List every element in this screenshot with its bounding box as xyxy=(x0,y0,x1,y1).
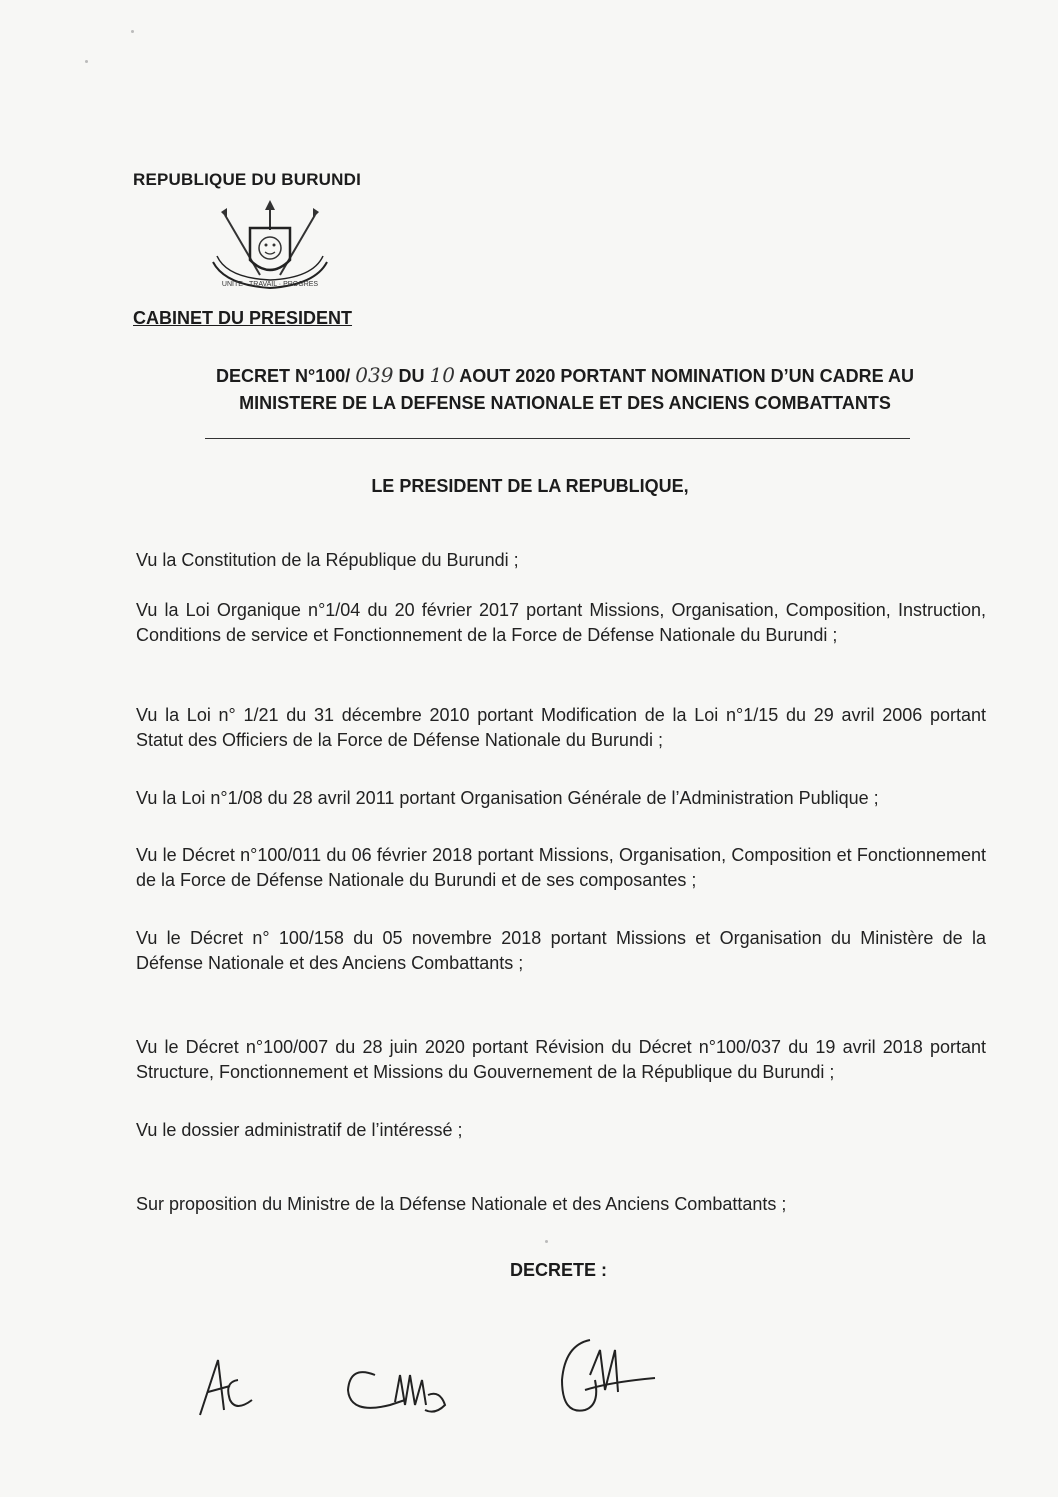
title-line1-rest: AOUT 2020 PORTANT NOMINATION D’UN CADRE AU xyxy=(459,366,914,386)
signature-3-icon xyxy=(562,1340,655,1411)
paragraph-dossier: Vu le dossier administratif de l’intéressé ; xyxy=(136,1120,463,1140)
republic-heading: REPUBLIQUE DU BURUNDI xyxy=(133,170,362,189)
decree-number: 039 xyxy=(355,363,394,387)
decree-title xyxy=(150,362,980,417)
scan-speck xyxy=(131,30,134,33)
paragraph-decret-100-158: Vu le Décret n° 100/158 du 05 novembre 2018 portant Missions et Organisation du Ministère de la Défense Nationale et des Anciens Combattants ; xyxy=(136,928,986,973)
scan-speck xyxy=(545,1240,548,1243)
paragraph-proposition: Sur proposition du Ministre de la Défense Nationale et des Anciens Combattants ; xyxy=(136,1194,787,1214)
signature-2-icon xyxy=(348,1372,445,1412)
initials-signatures xyxy=(190,1320,690,1430)
title-prefix: DECRET N°100/ xyxy=(216,366,351,386)
title-divider xyxy=(205,438,910,439)
paragraph-loi-1-08: Vu la Loi n°1/08 du 28 avril 2011 portant Organisation Générale de l’Administration Publique ; xyxy=(136,788,879,808)
signature-1-icon xyxy=(200,1360,252,1415)
cabinet-heading: CABINET DU PRESIDENT xyxy=(133,308,353,328)
paragraph-loi-1-21: Vu la Loi n° 1/21 du 31 décembre 2010 portant Modification de la Loi n°1/15 du 29 avril 2006 portant Statut des Officiers de la Force de Défense Nationale du Burundi ; xyxy=(136,705,986,750)
emblem-motto: UNITE · TRAVAIL · PROGRES xyxy=(221,281,319,288)
president-heading: LE PRESIDENT DE LA REPUBLIQUE, xyxy=(371,476,689,496)
paragraph-decret-100-011: Vu le Décret n°100/011 du 06 février 2018 portant Missions, Organisation, Composition et Fonctionnement de la Force de Défense Nationale du Burundi et de ses composantes ; xyxy=(136,845,986,890)
decrete-heading: DECRETE : xyxy=(510,1260,608,1280)
paragraph-decret-100-007: Vu le Décret n°100/007 du 28 juin 2020 portant Révision du Décret n°100/037 du 19 avril 2018 portant Structure, Fonctionnement et Missions du Gouvernement de la République du Burundi ; xyxy=(136,1037,986,1082)
paragraph-constitution: Vu la Constitution de la République du Burundi ; xyxy=(136,550,519,570)
coat-of-arms-icon xyxy=(205,200,335,300)
title-du: DU xyxy=(398,366,425,386)
letterhead xyxy=(133,170,393,328)
paragraph-loi-organique: Vu la Loi Organique n°1/04 du 20 février 2017 portant Missions, Organisation, Composition, Instruction, Conditions de service et Fonctionnement de la Force de Défense Nationale du Burundi ; xyxy=(136,600,986,645)
scan-speck xyxy=(85,60,88,63)
title-line2: MINISTERE DE LA DEFENSE NATIONALE ET DES ANCIENS COMBATTANTS xyxy=(239,393,891,413)
decree-day: 10 xyxy=(429,363,455,387)
